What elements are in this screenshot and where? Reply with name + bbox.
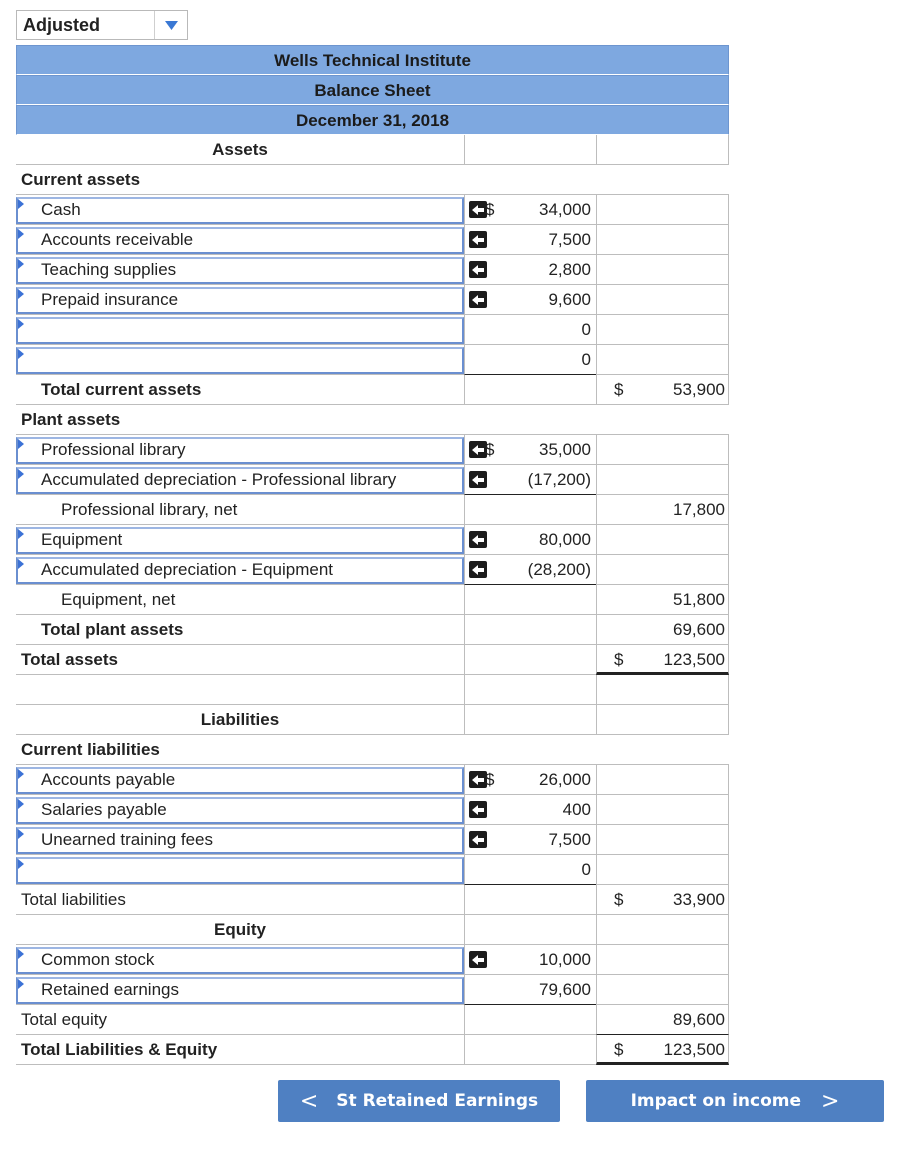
statement-title: Balance Sheet <box>16 75 729 105</box>
table-row <box>16 945 729 975</box>
undo-arrow-icon[interactable] <box>469 951 487 968</box>
table-row <box>16 855 729 885</box>
table-row <box>16 195 729 225</box>
undo-arrow-icon[interactable] <box>469 531 487 548</box>
undo-arrow-icon[interactable] <box>469 471 487 488</box>
total-liabilities-row <box>16 885 729 915</box>
undo-arrow-icon[interactable] <box>469 801 487 818</box>
assets-heading: Assets <box>212 140 268 159</box>
total-plant-assets-amount[interactable]: 69,600 <box>673 620 725 639</box>
total-liabilities-equity-label: Total Liabilities & Equity <box>21 1040 218 1059</box>
table-row <box>16 765 729 795</box>
amount: 35,000 <box>539 440 591 459</box>
account-label: Accounts payable <box>41 770 176 789</box>
table-row <box>16 435 729 465</box>
amount-input[interactable]: 0 <box>581 860 591 879</box>
table-row <box>16 345 729 375</box>
amount: 400 <box>562 800 591 819</box>
amount: 80,000 <box>539 530 591 549</box>
amount: 9,600 <box>548 290 591 309</box>
table-row <box>16 225 729 255</box>
amount: 7,500 <box>548 230 591 249</box>
total-equity-row <box>16 1005 729 1035</box>
balance-sheet <box>16 45 729 1065</box>
amount: 26,000 <box>539 770 591 789</box>
table-row <box>16 525 729 555</box>
account-input-empty[interactable] <box>16 317 464 344</box>
table-row <box>16 585 729 615</box>
account-input-empty[interactable] <box>16 857 464 884</box>
amount: 10,000 <box>539 950 591 969</box>
undo-arrow-icon[interactable] <box>469 561 487 578</box>
table-row <box>16 255 729 285</box>
plant-assets-heading-row <box>16 405 729 435</box>
prev-button-label: St Retained Earnings <box>336 1091 539 1111</box>
total-plant-assets-label: Total plant assets <box>41 620 184 639</box>
total-current-assets-label: Total current assets <box>41 380 202 399</box>
equipment-net-amount[interactable]: 51,800 <box>673 590 725 609</box>
dollar-sign: $ <box>614 650 624 669</box>
table-row <box>16 495 729 525</box>
amount: 7,500 <box>548 830 591 849</box>
account-label: Retained earnings <box>41 980 179 999</box>
dollar-sign: $ <box>485 200 495 219</box>
total-plant-assets-row <box>16 615 729 645</box>
chevron-left-icon: < <box>299 1088 319 1114</box>
undo-arrow-icon[interactable] <box>469 231 487 248</box>
table-row <box>16 555 729 585</box>
dollar-sign: $ <box>614 890 624 909</box>
total-current-assets-row <box>16 375 729 405</box>
table-row <box>16 285 729 315</box>
account-label: Prepaid insurance <box>41 290 179 309</box>
company-name: Wells Technical Institute <box>16 45 729 75</box>
account-label: Equipment <box>41 530 123 549</box>
table-row <box>16 315 729 345</box>
amount: 34,000 <box>539 200 591 219</box>
account-input-cash[interactable] <box>16 197 464 224</box>
account-label: Salaries payable <box>41 800 167 819</box>
amount: (17,200) <box>527 470 591 489</box>
account-input-empty[interactable] <box>16 347 464 374</box>
account-label: Cash <box>41 200 81 219</box>
total-assets-row <box>16 645 729 675</box>
equipment-net-label: Equipment, net <box>61 590 176 609</box>
total-assets-amount[interactable]: 123,500 <box>663 650 725 669</box>
total-liabilities-equity-row <box>16 1035 729 1065</box>
next-button[interactable] <box>586 1080 884 1122</box>
account-label: Accumulated depreciation - Equipment <box>41 560 333 579</box>
statement-date: December 31, 2018 <box>16 105 729 135</box>
plant-assets-heading: Plant assets <box>21 410 121 429</box>
total-liabilities-label: Total liabilities <box>21 890 126 909</box>
liabilities-heading: Liabilities <box>200 710 280 729</box>
account-label: Accounts receivable <box>41 230 194 249</box>
total-liabilities-amount[interactable]: 33,900 <box>673 890 725 909</box>
table-row <box>16 825 729 855</box>
total-assets-label: Total assets <box>21 650 119 669</box>
account-label: Professional library <box>41 440 186 459</box>
current-assets-heading: Current assets <box>21 170 141 189</box>
amount-input[interactable]: 0 <box>581 350 591 369</box>
chevron-right-icon: > <box>821 1088 840 1114</box>
prev-button[interactable] <box>278 1080 560 1122</box>
dollar-sign: $ <box>485 440 495 459</box>
amount: (28,200) <box>527 560 591 579</box>
total-equity-amount[interactable]: 89,600 <box>673 1010 725 1029</box>
professional-library-net-amount[interactable]: 17,800 <box>673 500 725 519</box>
next-button-label: Impact on income <box>630 1091 801 1111</box>
account-label: Unearned training fees <box>41 830 214 849</box>
amount: 79,600 <box>539 980 591 999</box>
liabilities-heading-row <box>16 705 729 735</box>
undo-arrow-icon[interactable] <box>469 261 487 278</box>
dropdown-value: Adjusted <box>17 11 155 39</box>
amount-input[interactable]: 0 <box>581 320 591 339</box>
total-current-assets-amount[interactable]: 53,900 <box>673 380 725 399</box>
account-label: Common stock <box>41 950 155 969</box>
undo-arrow-icon[interactable] <box>469 291 487 308</box>
table-row <box>16 975 729 1005</box>
equity-heading: Equity <box>214 920 266 939</box>
account-label: Teaching supplies <box>41 260 177 279</box>
current-liabilities-heading: Current liabilities <box>21 740 160 759</box>
assets-heading-row <box>16 135 729 165</box>
undo-arrow-icon[interactable] <box>469 831 487 848</box>
current-liabilities-heading-row <box>16 735 729 765</box>
total-liabilities-equity-amount[interactable]: 123,500 <box>663 1040 725 1059</box>
total-equity-label: Total equity <box>21 1010 107 1029</box>
table-row <box>16 465 729 495</box>
spacer-row <box>16 675 729 705</box>
current-assets-heading-row <box>16 165 729 195</box>
dollar-sign: $ <box>485 770 495 789</box>
professional-library-net-label: Professional library, net <box>61 500 238 519</box>
caret-down-icon[interactable] <box>155 21 187 30</box>
dollar-sign: $ <box>614 380 624 399</box>
amount: 2,800 <box>548 260 591 279</box>
dollar-sign: $ <box>614 1040 624 1059</box>
account-label: Accumulated depreciation - Professional library <box>41 470 397 489</box>
statement-type-dropdown[interactable] <box>16 10 188 40</box>
table-row <box>16 795 729 825</box>
equity-heading-row <box>16 915 729 945</box>
